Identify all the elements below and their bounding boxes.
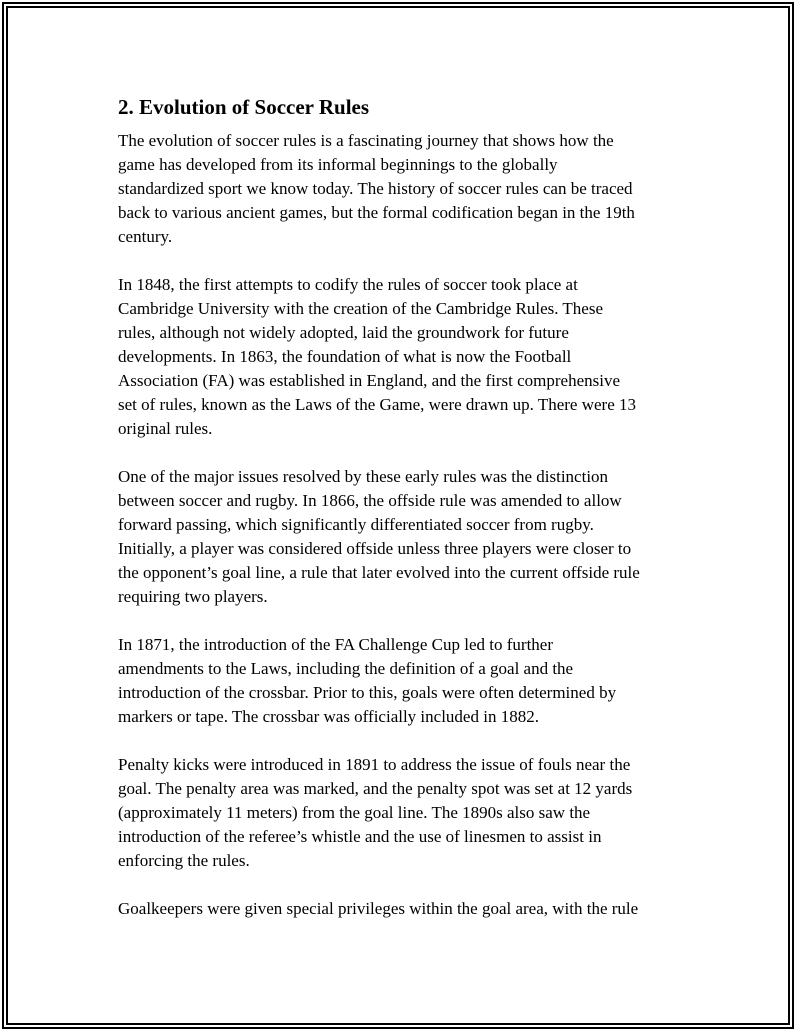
text-line: game has developed from its informal beginnings to the globally bbox=[118, 155, 558, 174]
text-line: Penalty kicks were introduced in 1891 to address the issue of fouls near the bbox=[118, 755, 631, 774]
text-line: introduction of the crossbar. Prior to this, goals were often determined by bbox=[118, 683, 617, 702]
text-line: amendments to the Laws, including the definition of a goal and the bbox=[118, 659, 574, 678]
paragraph-cambridge-rules bbox=[118, 273, 698, 441]
text-line: original rules. bbox=[118, 419, 213, 438]
text-line: set of rules, known as the Laws of the Game, were drawn up. There were 13 bbox=[118, 395, 637, 414]
paragraph-penalty-kicks bbox=[118, 753, 698, 873]
section-heading: 2. Evolution of Soccer Rules bbox=[118, 95, 370, 119]
text-line: the opponent’s goal line, a rule that later evolved into the current offside rule bbox=[118, 563, 640, 582]
text-line: The evolution of soccer rules is a fascinating journey that shows how the bbox=[118, 131, 614, 150]
paragraph-fa-cup bbox=[118, 633, 698, 729]
text-line: standardized sport we know today. The history of soccer rules can be traced bbox=[118, 179, 633, 198]
text-line: enforcing the rules. bbox=[118, 851, 250, 870]
paragraph-intro bbox=[118, 129, 698, 249]
text-line: developments. In 1863, the foundation of what is now the Football bbox=[118, 347, 572, 366]
text-line: In 1871, the introduction of the FA Challenge Cup led to further bbox=[118, 635, 553, 654]
text-line: In 1848, the first attempts to codify the rules of soccer took place at bbox=[118, 275, 578, 294]
text-line: century. bbox=[118, 227, 173, 246]
text-line: rules, although not widely adopted, laid the groundwork for future bbox=[118, 323, 569, 342]
text-line: markers or tape. The crossbar was officially included in 1882. bbox=[118, 707, 539, 726]
text-line: introduction of the referee’s whistle and the use of linesmen to assist in bbox=[118, 827, 602, 846]
text-line: between soccer and rugby. In 1866, the offside rule was amended to allow bbox=[118, 491, 622, 510]
text-line: goal. The penalty area was marked, and the penalty spot was set at 12 yards bbox=[118, 779, 633, 798]
text-line: forward passing, which significantly differentiated soccer from rugby. bbox=[118, 515, 594, 534]
paragraph-goalkeepers bbox=[118, 897, 698, 921]
document-body bbox=[118, 93, 698, 945]
text-line: Association (FA) was established in England, and the first comprehensive bbox=[118, 371, 621, 390]
text-line: Goalkeepers were given special privileges within the goal area, with the rule bbox=[118, 899, 639, 918]
text-line: requiring two players. bbox=[118, 587, 268, 606]
text-line: (approximately 11 meters) from the goal line. The 1890s also saw the bbox=[118, 803, 591, 822]
text-line: back to various ancient games, but the formal codification began in the 19th bbox=[118, 203, 635, 222]
text-line: Cambridge University with the creation of the Cambridge Rules. These bbox=[118, 299, 604, 318]
paragraph-offside-rule bbox=[118, 465, 698, 609]
text-line: Initially, a player was considered offside unless three players were closer to bbox=[118, 539, 632, 558]
text-line: One of the major issues resolved by these early rules was the distinction bbox=[118, 467, 609, 486]
